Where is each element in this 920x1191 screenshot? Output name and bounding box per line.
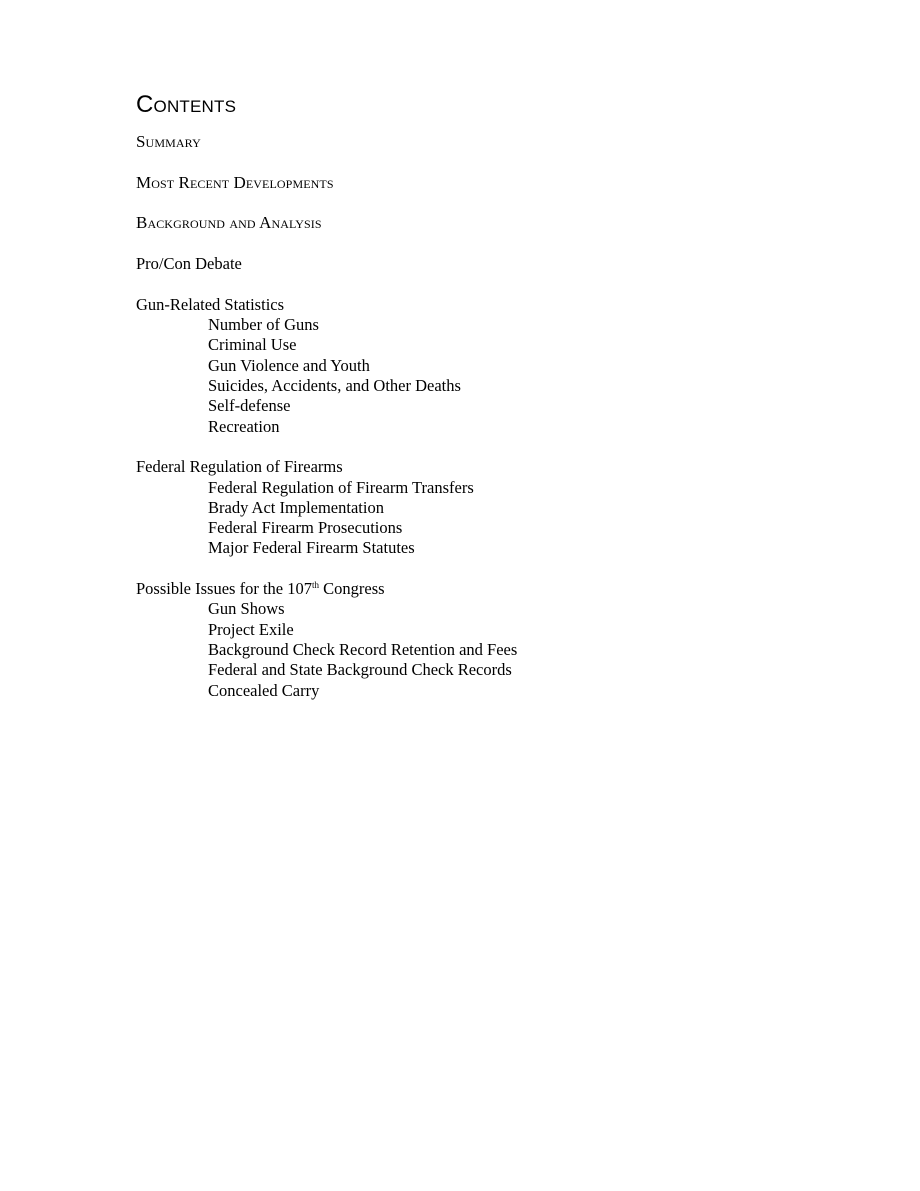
toc-entry-pro-con-debate[interactable]: Pro/Con Debate: [136, 254, 242, 274]
toc-subentry[interactable]: Gun Shows: [208, 599, 285, 619]
toc-subentry[interactable]: Self-defense: [208, 396, 291, 416]
ordinal-suffix: th: [312, 580, 320, 591]
toc-subentry[interactable]: Federal Regulation of Firearm Transfers: [208, 477, 474, 497]
toc-subentry[interactable]: Criminal Use: [208, 335, 297, 355]
toc-subentry[interactable]: Background Check Record Retention and Fees: [208, 639, 518, 659]
toc-section-summary: [136, 132, 836, 152]
toc-entry-possible-issues-text: Possible Issues for the 107: [136, 579, 312, 599]
toc-sublist-possible-issues: [136, 599, 836, 700]
toc-section-background-and-analysis: [136, 213, 836, 233]
toc-subentry[interactable]: Concealed Carry: [208, 680, 320, 700]
toc-entry-background-and-analysis[interactable]: Background and Analysis: [136, 213, 322, 233]
toc-section-pro-con-debate: [136, 254, 836, 274]
toc-subentry[interactable]: Suicides, Accidents, and Other Deaths: [208, 375, 461, 395]
contents-title: Contents: [136, 91, 237, 118]
toc-subentry[interactable]: Recreation: [208, 416, 280, 436]
toc-subentry[interactable]: Gun Violence and Youth: [208, 355, 370, 375]
toc-subentry[interactable]: Brady Act Implementation: [208, 497, 384, 517]
toc-sublist-gun-related-statistics: [136, 315, 836, 437]
toc-sublist-federal-regulation: [136, 478, 836, 559]
toc-section-possible-issues: [136, 579, 836, 701]
toc-entry-gun-related-statistics[interactable]: Gun-Related Statistics: [136, 294, 285, 314]
toc-section-most-recent-developments: [136, 173, 836, 193]
toc-entry-possible-issues-text-end: Congress: [319, 579, 385, 599]
toc-entry-summary[interactable]: Summary: [136, 132, 201, 151]
toc-entry-most-recent-developments[interactable]: Most Recent Developments: [136, 172, 334, 192]
toc-subentry[interactable]: Major Federal Firearm Statutes: [208, 538, 415, 558]
toc-subentry[interactable]: Project Exile: [208, 619, 294, 639]
toc-subentry[interactable]: Federal and State Background Check Records: [208, 660, 512, 680]
toc-subentry[interactable]: Number of Guns: [208, 315, 319, 335]
toc-subentry[interactable]: Federal Firearm Prosecutions: [208, 518, 403, 538]
table-of-contents: [136, 90, 836, 721]
toc-entry-federal-regulation[interactable]: Federal Regulation of Firearms: [136, 457, 343, 477]
toc-entry-possible-issues[interactable]: [136, 579, 836, 599]
toc-section-gun-related-statistics: [136, 295, 836, 437]
toc-section-federal-regulation: [136, 457, 836, 558]
